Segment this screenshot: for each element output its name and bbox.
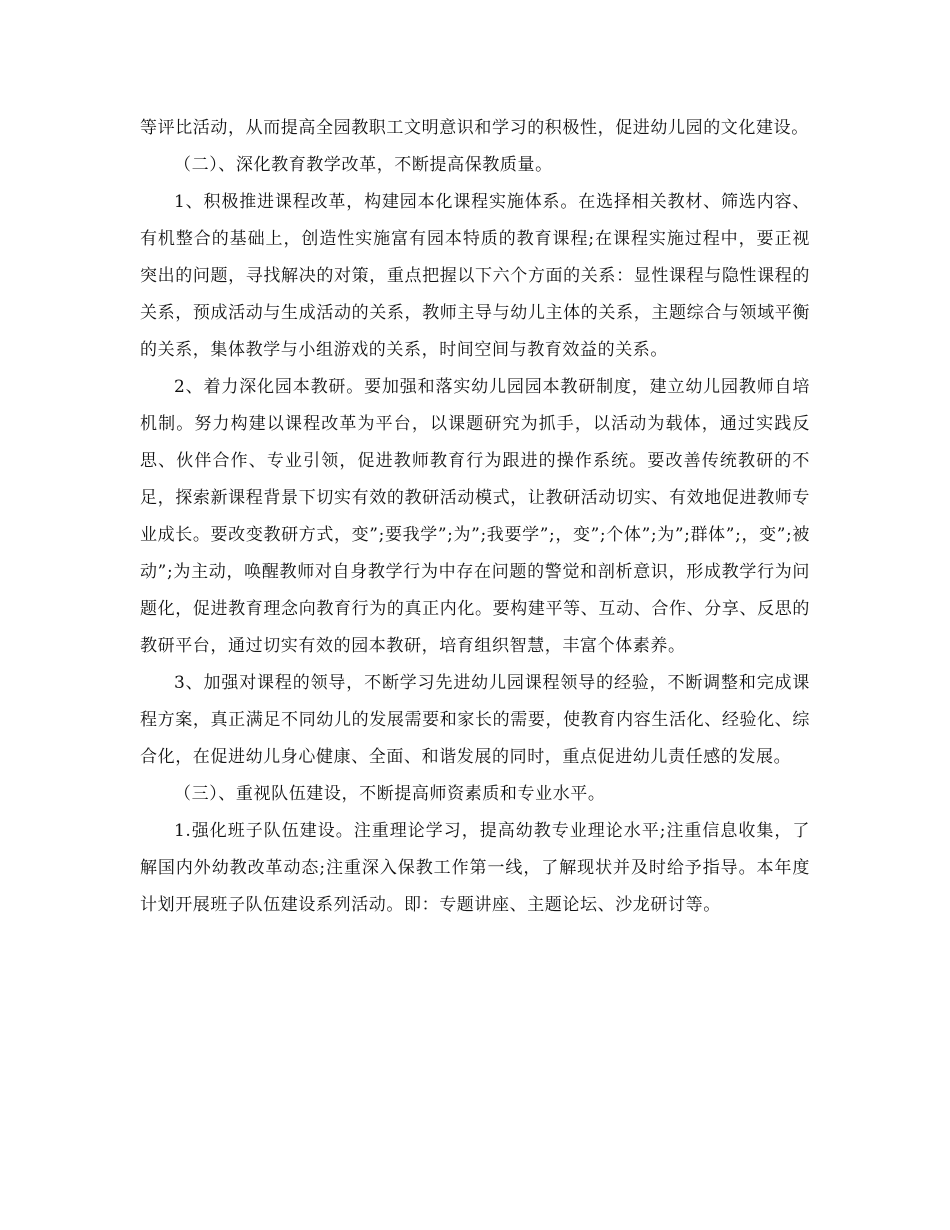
section-heading-2: （二）、深化教育教学改革，不断提高保教质量。 bbox=[174, 155, 553, 175]
paragraph-item-3: 3、加强对课程的领导，不断学习先进幼儿园课程领导的经验，不断调整和完成课程方案，真正满足不同幼儿的发展需要和家长的需要，使教育内容生活化、经验化、综合化，在促进幼儿身心健康、全面、和谐发展的同时，重点促进幼儿责任感的发展。 bbox=[140, 673, 810, 767]
paragraph-continuation: 等评比活动，从而提高全园教职工文明意识和学习的积极性，促进幼儿园的文化建设。 bbox=[140, 118, 809, 138]
section-heading-3: （三）、重视队伍建设，不断提高师资素质和专业水平。 bbox=[174, 784, 606, 804]
document-body bbox=[140, 110, 810, 924]
paragraph-item-2: 2、着力深化园本教研。要加强和落实幼儿园园本教研制度，建立幼儿园教师自培机制。努力构建以课程改革为平台，以课题研究为抓手，以活动为载体，通过实践反思、伙伴合作、专业引领，促进教师教育行为跟进的操作系统。要改善传统教研的不足，探索新课程背景下切实有效的教研活动模式，让教研活动切实、有效地促进教师专业成长。要改变教研方式，变”;要我学”;为”;我要学”;，变”;个体”;为”;群体”;，变”;被动”;为主动，唤醒教师对自身教学行为中存在问题的警觉和剖析意识，形成教学行为问题化，促进教育理念向教育行为的真正内化。要构建平等、互动、合作、分享、反思的教研平台，通过切实有效的园本教研，培育组织智慧，丰富个体素养。 bbox=[140, 377, 810, 656]
paragraph-team-building: 1.强化班子队伍建设。注重理论学习，提高幼教专业理论水平;注重信息收集，了解国内外幼教改革动态;注重深入保教工作第一线，了解现状并及时给予指导。本年度计划开展班子队伍建设系列活动。即：专题讲座、主题论坛、沙龙研讨等。 bbox=[140, 821, 810, 915]
paragraph-item-1: 1、积极推进课程改革，构建园本化课程实施体系。在选择相关教材、筛选内容、有机整合的基础上，创造性实施富有园本特质的教育课程;在课程实施过程中，要正视突出的问题，寻找解决的对策，重点把握以下六个方面的关系：显性课程与隐性课程的关系，预成活动与生成活动的关系，教师主导与幼儿主体的关系，主题综合与领域平衡的关系，集体教学与小组游戏的关系，时间空间与教育效益的关系。 bbox=[140, 192, 810, 360]
